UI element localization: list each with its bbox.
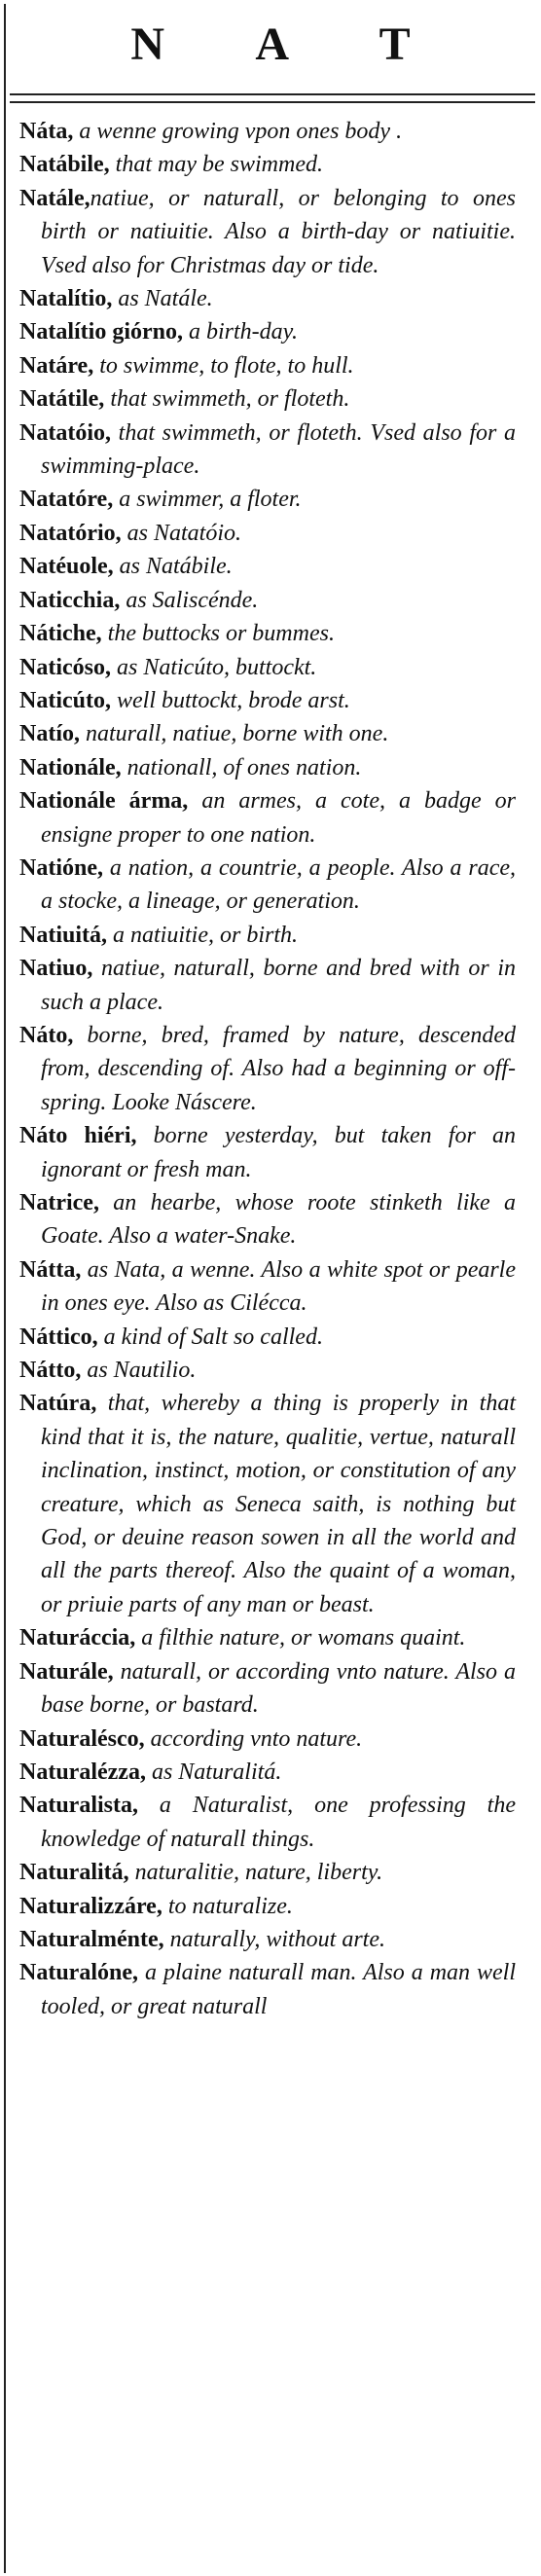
entry-headword: Náttico, xyxy=(19,1324,98,1350)
entry-definition: a kind of Salt so called. xyxy=(97,1324,323,1350)
entry-headword: Natío, xyxy=(19,721,80,747)
entry-definition: a swimmer, a floter. xyxy=(113,487,302,513)
entry-headword: Natábile, xyxy=(19,152,110,178)
dictionary-entries xyxy=(19,115,516,2023)
entry-definition: natiue, naturall, borne and bred with or in such a place. xyxy=(41,956,516,1015)
entry-definition: according vnto nature. xyxy=(144,1725,363,1752)
entry-headword: Natéuole, xyxy=(19,554,114,580)
dictionary-entry xyxy=(19,751,516,784)
entry-headword: Naturalménte, xyxy=(19,1926,164,1952)
entry-headword: Náto hiéri, xyxy=(19,1123,137,1149)
dictionary-entry xyxy=(19,1019,516,1119)
header-rule-lower xyxy=(10,101,535,103)
entry-definition: naturalitie, nature, liberty. xyxy=(128,1860,383,1886)
dictionary-entry xyxy=(19,282,516,315)
dictionary-entry xyxy=(19,1723,516,1756)
entry-headword: Naturalitá, xyxy=(19,1860,129,1886)
entry-definition: that swimmeth, or floteth. xyxy=(104,386,350,413)
entry-definition: a Naturalist, one professing the knowledge of naturall things. xyxy=(41,1793,516,1852)
entry-headword: Natalítio, xyxy=(19,286,113,312)
entry-definition: as Nautilio. xyxy=(81,1358,197,1384)
entry-definition: natiue, or naturall, or belonging to ones birth or natiuitie. Also a birth-day or natiuitie. Vsed also for Christmas day or tide. xyxy=(41,185,516,278)
entry-headword: Naturalista, xyxy=(19,1793,138,1819)
dictionary-entry xyxy=(19,1756,516,1789)
entry-headword: Nationále, xyxy=(19,754,122,780)
entry-definition: the buttocks or bummes. xyxy=(101,621,335,647)
entry-headword: Naturalóne, xyxy=(19,1960,138,1986)
entry-definition: that, whereby a thing is properly in that kind that it is, the nature, qualitie, vertue, naturall inclination, instinct, motion, or constitution of any creature, which as Seneca saith, is nothing but God, or deuine reason sowen in all the world and all the parts thereof. Also the quaint of a woman, or priuie parts of any man or beast. xyxy=(41,1391,516,1617)
entry-definition: as Natatóio. xyxy=(121,520,241,546)
entry-headword: Natatório, xyxy=(19,520,122,546)
entry-headword: Naticúto, xyxy=(19,687,111,713)
entry-definition: borne, bred, framed by nature, descended from, descending of. Also had a beginning or off-spring. Looke Náscere. xyxy=(41,1022,516,1115)
dictionary-entry xyxy=(19,919,516,952)
entry-definition: a nation, a countrie, a people. Also a race, a stocke, a lineage, or generation. xyxy=(41,854,516,915)
entry-headword: Nátto, xyxy=(19,1358,82,1384)
entry-definition: a wenne growing vpon ones body . xyxy=(73,119,403,144)
entry-definition: an armes, a cote, a badge or ensigne proper to one nation. xyxy=(41,788,516,848)
dictionary-entry xyxy=(19,417,516,484)
dictionary-entry xyxy=(19,952,516,1019)
entry-definition: that may be swimmed. xyxy=(109,152,323,178)
dictionary-entry xyxy=(19,349,516,382)
entry-definition: a birth-day. xyxy=(183,319,298,345)
entry-headword: Natále, xyxy=(19,185,90,211)
entry-definition: to swimme, to flote, to hull. xyxy=(93,352,354,379)
dictionary-entry xyxy=(19,1890,516,1923)
entry-headword: Nátiche, xyxy=(19,621,102,647)
entry-headword: Natátile, xyxy=(19,386,105,413)
dictionary-entry xyxy=(19,1856,516,1889)
entry-definition: naturall, or according vnto nature. Also a base borne, or bastard. xyxy=(41,1658,516,1719)
dictionary-entry xyxy=(19,852,516,919)
entry-headword: Natúra, xyxy=(19,1391,97,1417)
dictionary-entry xyxy=(19,684,516,717)
entry-definition: well buttockt, brode arst. xyxy=(110,687,350,713)
entry-definition: an hearbe, whose roote stinketh like a Goate. Also a water-Snake. xyxy=(41,1190,516,1250)
dictionary-entry xyxy=(19,483,516,516)
dictionary-entry xyxy=(19,382,516,416)
entry-definition: a filthie nature, or womans quaint. xyxy=(135,1625,466,1651)
entry-definition: borne yesterday, but taken for an ignorant or fresh man. xyxy=(41,1123,516,1182)
entry-definition: a natiuitie, or birth. xyxy=(107,922,299,948)
dictionary-entry xyxy=(19,1956,516,2023)
dictionary-entry xyxy=(19,315,516,348)
dictionary-entry xyxy=(19,651,516,684)
entry-definition: as Saliscénde. xyxy=(120,587,259,613)
entry-headword: Natáre, xyxy=(19,352,94,379)
entry-headword: Natatóre, xyxy=(19,487,114,513)
dictionary-entry xyxy=(19,1119,516,1186)
dictionary-entry xyxy=(19,1621,516,1654)
dictionary-entry xyxy=(19,182,516,282)
entry-definition: as Nata, a wenne. Also a white spot or pearle in ones eye. Also as Cilécca. xyxy=(41,1256,516,1317)
entry-headword: Nationále árma, xyxy=(19,788,189,815)
entry-headword: Naticóso, xyxy=(19,654,111,680)
entry-headword: Natalítio giórno, xyxy=(19,319,183,345)
dictionary-entry xyxy=(19,584,516,617)
dictionary-entry xyxy=(19,717,516,750)
entry-headword: Naturáccia, xyxy=(19,1625,136,1651)
dictionary-entry xyxy=(19,1321,516,1354)
entry-definition: as Naticúto, buttockt. xyxy=(110,654,317,680)
entry-definition: as Naturalitá. xyxy=(145,1759,282,1785)
dictionary-entry xyxy=(19,1923,516,1956)
dictionary-entry xyxy=(19,1655,516,1723)
entry-headword: Naturalézza, xyxy=(19,1759,146,1785)
entry-headword: Naturále, xyxy=(19,1658,114,1685)
header-rule xyxy=(10,93,535,95)
dictionary-entry xyxy=(19,617,516,650)
entry-headword: Naturalésco, xyxy=(19,1725,145,1752)
entry-definition: as Natábile. xyxy=(113,554,233,580)
entry-headword: Natióne, xyxy=(19,854,103,881)
dictionary-entry xyxy=(19,148,516,181)
dictionary-entry xyxy=(19,1387,516,1621)
entry-headword: Naturalizzáre, xyxy=(19,1893,162,1919)
dictionary-entry xyxy=(19,1253,516,1321)
dictionary-entry xyxy=(19,115,516,148)
entry-definition: naturally, without arte. xyxy=(163,1926,385,1952)
dictionary-entry xyxy=(19,1789,516,1856)
entry-headword: Natrice, xyxy=(19,1190,99,1215)
entry-definition: a plaine naturall man. Also a man well tooled, or great naturall xyxy=(41,1960,516,2019)
dictionary-entry xyxy=(19,1354,516,1387)
dictionary-entry xyxy=(19,550,516,583)
entry-definition: naturall, natiue, borne with one. xyxy=(80,721,389,747)
dictionary-entry xyxy=(19,1186,516,1253)
entry-headword: Náta, xyxy=(19,119,74,144)
entry-definition: that swimmeth, or floteth. Vsed also for a swimming-place. xyxy=(41,419,516,480)
dictionary-entry xyxy=(19,517,516,550)
entry-headword: Náto, xyxy=(19,1022,74,1048)
entry-headword: Naticchia, xyxy=(19,587,121,613)
entry-headword: Nátta, xyxy=(19,1256,82,1283)
entry-headword: Natiuo, xyxy=(19,956,93,982)
entry-definition: nationall, of ones nation. xyxy=(121,754,362,780)
entry-definition: as Natále. xyxy=(112,286,213,312)
entry-headword: Natiuitá, xyxy=(19,922,107,948)
page-header: N A T xyxy=(130,18,451,70)
entry-headword: Natatóio, xyxy=(19,419,111,446)
dictionary-entry xyxy=(19,784,516,852)
entry-definition: to naturalize. xyxy=(162,1893,293,1919)
